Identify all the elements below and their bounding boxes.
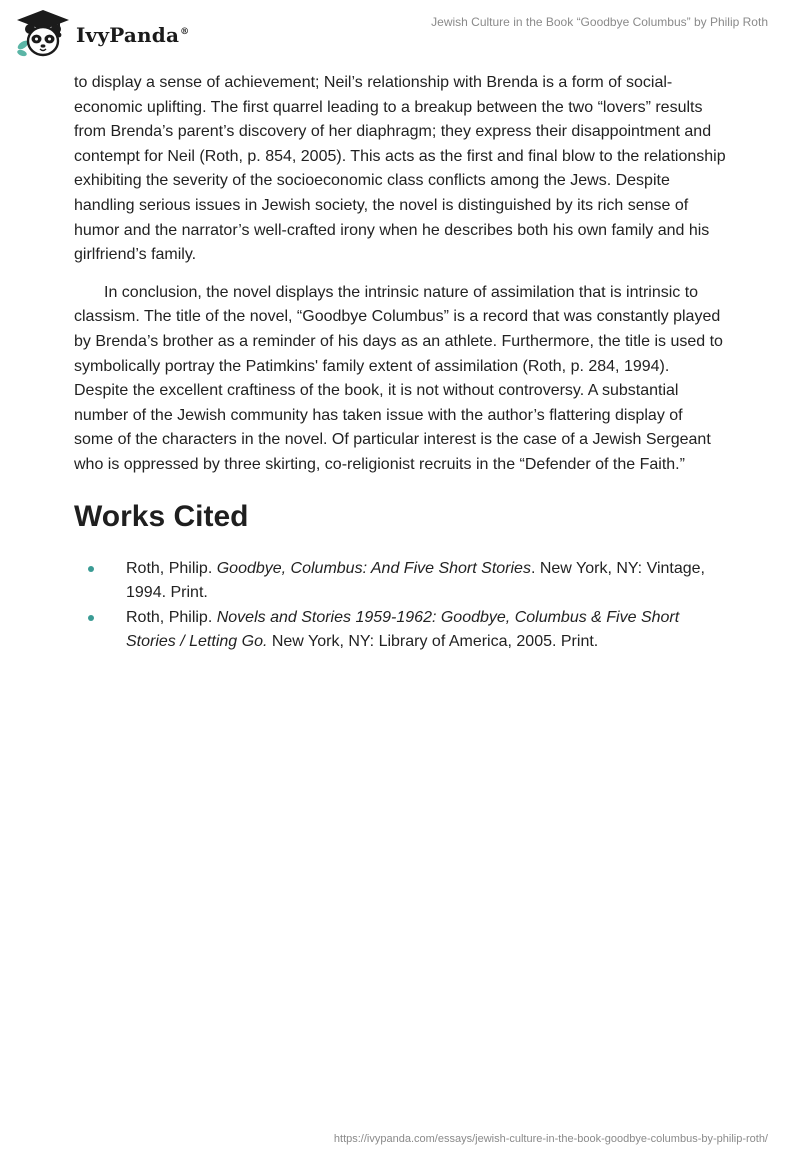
body-paragraph: to display a sense of achievement; Neil’s relationship with Brenda is a form of social-economic uplifting. The first quarrel leading to a breakup between the two “lovers” results from Brenda’s parent’s discovery of her diaphragm; they express their disappointment and contempt for Neil (Roth, p. 854, 2005). This acts as the first and final blow to the relationship exhibiting the severity of the socioeconomic class conflicts among the Jews. Despite handling serious issues in Jewish society, the novel is distinguished by its rich sense of humor and the narrator’s well-crafted irony when he describes both his own family and his girlfriend’s family. — [74, 74, 726, 264]
citation-title: Goodbye, Columbus: And Five Short Stories — [216, 559, 531, 577]
bullet-icon — [88, 615, 94, 621]
citation-item — [74, 606, 726, 655]
logo-wordmark: IvyPanda® — [76, 23, 190, 47]
citation-publication: New York, NY: Library of America, 2005. Print. — [267, 633, 599, 651]
page-header — [0, 0, 800, 70]
panda-graduate-icon — [14, 8, 72, 60]
citation-author: Roth, Philip. — [126, 608, 217, 626]
essay-content — [74, 71, 726, 655]
citation-item — [74, 557, 726, 606]
source-url[interactable]: https://ivypanda.com/essays/jewish-culture-in-the-book-goodbye-columbus-by-philip-roth/ — [333, 1133, 768, 1145]
registered-mark: ® — [180, 27, 190, 38]
citation-title: Novels and Stories 1959-1962: Goodbye, Columbus & Five Short Stories / Letting Go. — [126, 608, 680, 651]
document-title: Jewish Culture in the Book “Goodbye Columbus” by Philip Roth — [431, 15, 768, 29]
bullet-icon — [88, 566, 94, 572]
citation-author: Roth, Philip. — [126, 559, 217, 577]
works-cited-list — [74, 557, 726, 655]
ivypanda-logo[interactable] — [14, 8, 189, 60]
citation-publication: . New York, NY: Vintage, 1994. Print. — [126, 559, 705, 602]
body-paragraph: In conclusion, the novel displays the intrinsic nature of assimilation that is intrinsic to classism. The title of the novel, “Goodbye Columbus” is a record that was constantly played by Brenda’s brother as a reminder of his days as an athlete. Furthermore, the title is used to symbolically portray the Patimkins' family extent of assimilation (Roth, p. 284, 1994). Despite the excellent craftiness of the book, it is not without controversy. A substantial number of the Jewish community has taken issue with the author’s flattering display of some of the characters in the novel. Of particular interest is the case of a Jewish Sergeant who is oppressed by three skirting, co-religionist recruits in the “Defender of the Faith.” — [74, 283, 723, 473]
works-cited-heading: Works Cited — [74, 499, 249, 533]
